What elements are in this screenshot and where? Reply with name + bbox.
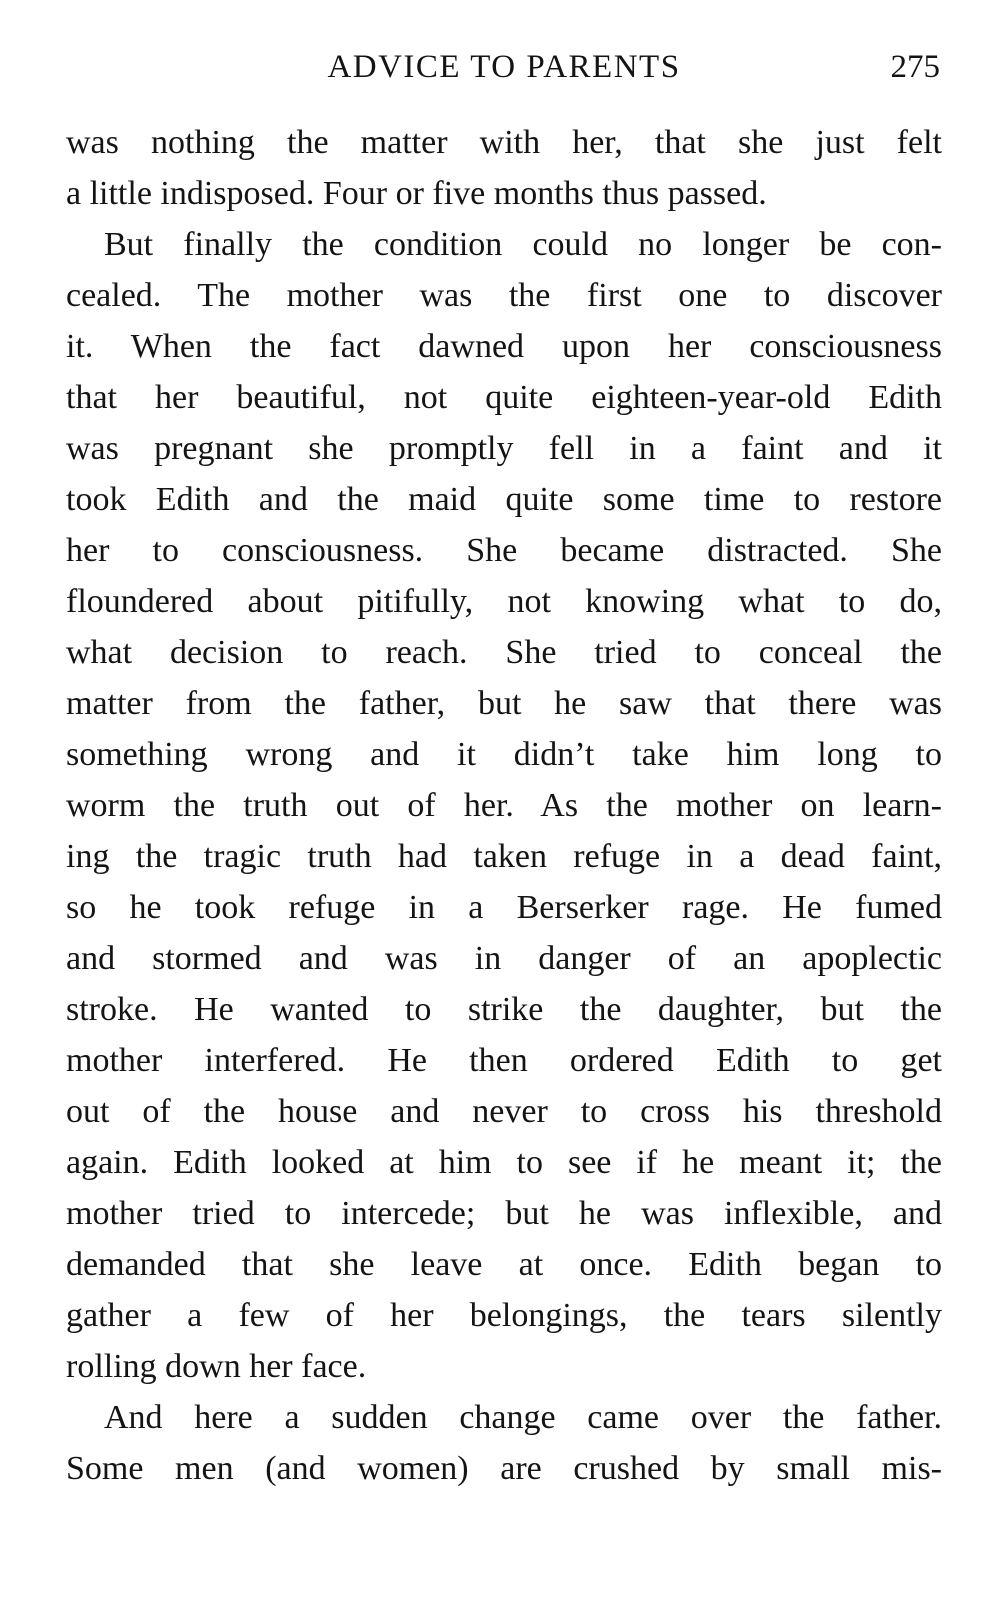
text-line: was pregnant she promptly fell in a faint and it xyxy=(66,430,942,467)
text-line: ing the tragic truth had taken refuge in a dead faint, xyxy=(66,838,942,875)
text-line: Some men (and women) are crushed by small mis- xyxy=(66,1450,942,1487)
text-line: it. When the fact dawned upon her consciousness xyxy=(66,328,942,365)
text-line: rolling down her face. xyxy=(66,1348,367,1385)
paragraph-start-line: But finally the condition could no longer be con- xyxy=(104,226,942,263)
text-line: and stormed and was in danger of an apoplectic xyxy=(66,940,942,977)
text-line: mother tried to intercede; but he was inflexible, and xyxy=(66,1195,942,1232)
text-line: floundered about pitifully, not knowing what to do, xyxy=(66,583,942,620)
text-line: a little indisposed. Four or five months thus passed. xyxy=(66,175,767,212)
running-title: ADVICE TO PARENTS xyxy=(327,49,681,85)
text-line: what decision to reach. She tried to conceal the xyxy=(66,634,942,671)
text-line: was nothing the matter with her, that she just felt xyxy=(66,124,942,161)
text-line: matter from the father, but he saw that there was xyxy=(66,685,942,722)
text-line: again. Edith looked at him to see if he meant it; the xyxy=(66,1144,942,1181)
page-number: 275 xyxy=(890,49,940,85)
running-head xyxy=(66,42,942,92)
text-line: her to consciousness. She became distracted. She xyxy=(66,532,942,569)
text-line: so he took refuge in a Berserker rage. He fumed xyxy=(66,889,942,926)
text-line: stroke. He wanted to strike the daughter, but the xyxy=(66,991,942,1028)
text-line: something wrong and it didn’t take him long to xyxy=(66,736,942,773)
text-line: cealed. The mother was the first one to discover xyxy=(66,277,942,314)
body-text xyxy=(66,117,942,1494)
paragraph-start-line: And here a sudden change came over the father. xyxy=(104,1399,942,1436)
text-line: that her beautiful, not quite eighteen-year-old Edith xyxy=(66,379,942,416)
text-line: mother interfered. He then ordered Edith to get xyxy=(66,1042,942,1079)
text-line: out of the house and never to cross his threshold xyxy=(66,1093,942,1130)
text-line: took Edith and the maid quite some time to restore xyxy=(66,481,942,518)
text-line: demanded that she leave at once. Edith began to xyxy=(66,1246,942,1283)
text-line: gather a few of her belongings, the tears silently xyxy=(66,1297,942,1334)
text-line: worm the truth out of her. As the mother on learn- xyxy=(66,787,942,824)
